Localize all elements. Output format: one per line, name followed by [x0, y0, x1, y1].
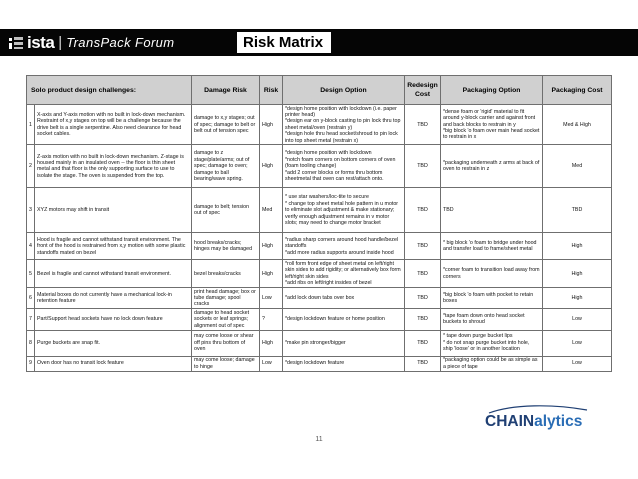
row-number: 3	[27, 188, 35, 233]
cell-challenge: X-axis and Y-axis motion with no built in lock-down mechanism. Restraint of x,y stages on top will be a challenge because the drive belt is a single serpentine. Also need clearance for head socket cables.	[35, 105, 192, 145]
column-header-challenge: Solo product design challenges:	[27, 76, 192, 105]
cell-risk: High	[260, 145, 283, 188]
cell-risk: High	[260, 233, 283, 260]
cell-packaging-option: TBD	[441, 188, 543, 233]
logo-swoosh-icon	[489, 406, 587, 413]
column-header-packaging-cost: Packaging Cost	[543, 76, 612, 105]
cell-challenge: Bezel is fragile and cannot withstand transit environment.	[35, 260, 192, 288]
cell-risk: High	[260, 105, 283, 145]
cell-risk: High	[260, 330, 283, 356]
cell-packaging-cost: Low	[543, 330, 612, 356]
column-header-risk: Risk	[260, 76, 283, 105]
cell-design-option: * use star washers/loc-tite to secure * change top sheet metal hole pattern in u motor to eliminate slot adjustment & make stationary; verify enough adjustment remains in v motor slots; may need to change motor bracket	[283, 188, 405, 233]
ista-logo-mark-icon	[8, 36, 24, 50]
cell-packaging-cost: High	[543, 260, 612, 288]
column-header-damage-risk: Damage Risk	[192, 76, 260, 105]
page-number: 11	[315, 436, 323, 443]
risk-matrix-table	[26, 75, 612, 372]
column-header-packaging-option: Packaging Option	[441, 76, 543, 105]
cell-design-option: *add lock down tabs over box	[283, 288, 405, 309]
header-banner	[0, 29, 638, 56]
cell-risk: Low	[260, 356, 283, 371]
cell-redesign-cost: TBD	[405, 260, 441, 288]
cell-packaging-cost: Med	[543, 145, 612, 188]
cell-challenge: Purge buckets are snap fit.	[35, 330, 192, 356]
table-row	[27, 145, 612, 188]
cell-redesign-cost: TBD	[405, 330, 441, 356]
logo-alytics-text: alytics	[534, 413, 583, 430]
cell-design-option: *make pin stronger/bigger	[283, 330, 405, 356]
cell-packaging-option: * tape down purge bucket lips * do not snap purge bucket into hole, ship 'loose' or in another location	[441, 330, 543, 356]
cell-redesign-cost: TBD	[405, 105, 441, 145]
table-row	[27, 309, 612, 330]
cell-challenge: Material boxes do not currently have a mechanical lock-in retention feature	[35, 288, 192, 309]
cell-packaging-option: *packaging underneath z arms at back of oven to restrain in z	[441, 145, 543, 188]
table-row	[27, 356, 612, 371]
logo-event-name: TransPack Forum	[66, 35, 175, 50]
cell-redesign-cost: TBD	[405, 145, 441, 188]
cell-redesign-cost: TBD	[405, 233, 441, 260]
cell-risk: Med	[260, 188, 283, 233]
cell-redesign-cost: TBD	[405, 188, 441, 233]
cell-redesign-cost: TBD	[405, 356, 441, 371]
svg-text:CHAINalytics	[485, 413, 582, 430]
table-row	[27, 260, 612, 288]
column-header-redesign-cost: Redesign Cost	[405, 76, 441, 105]
cell-challenge: Part/Support head sockets have no lock down feature	[35, 309, 192, 330]
cell-challenge: Hood is fragile and cannot withstand transit environment. The front of the hood is restrained from x,y motion with some plastic standoffs mated on bezel	[35, 233, 192, 260]
cell-damage-risk: damage to belt; tension out of spec	[192, 188, 260, 233]
row-number: 2	[27, 145, 35, 188]
cell-packaging-cost: High	[543, 233, 612, 260]
table-row	[27, 288, 612, 309]
cell-packaging-cost: TBD	[543, 188, 612, 233]
logo-separator: |	[58, 34, 63, 51]
column-header-design-option: Design Option	[283, 76, 405, 105]
table-header-row	[27, 76, 612, 105]
logo-chain-text: CHAIN	[485, 413, 535, 430]
cell-packaging-cost: Low	[543, 309, 612, 330]
cell-design-option: *design lockdown feature or home position	[283, 309, 405, 330]
cell-damage-risk: hood breaks/cracks; hinges may be damaged	[192, 233, 260, 260]
cell-packaging-option: *corner foam to transition load away from corners	[441, 260, 543, 288]
cell-risk: High	[260, 260, 283, 288]
ista-logo	[8, 32, 175, 53]
cell-design-option: *design home position with lockdown *notch foam corners on bottom corners of oven (foam tooling change) *add 2 corner blocks or forms thru bottom sheetmetal that oven can rest/attach onto.	[283, 145, 405, 188]
logo-ista-text: ista	[27, 32, 55, 52]
cell-risk: ?	[260, 309, 283, 330]
row-number: 4	[27, 233, 35, 260]
cell-challenge: XYZ motors may shift in transit	[35, 188, 192, 233]
cell-packaging-option: *big block 'o foam with pocket to retain boxes	[441, 288, 543, 309]
cell-design-option: *roll form front edge of sheet metal on left/right skin sides to add rigidity; or alternatively box form left/right skin sides *add ribs on left/right insides of bezel	[283, 260, 405, 288]
cell-challenge: Z-axis motion with no built in lock-down mechanism. Z-stage is housed mainly in an insulated oven -- the floor is thin sheet metal and that floor is the only supporting surface to use to isolate the stage. The oven is suspended from the top.	[35, 145, 192, 188]
chainalytics-logo	[483, 403, 593, 431]
table-body	[27, 105, 612, 372]
cell-damage-risk: may come loose or shear off pins thru bottom of oven	[192, 330, 260, 356]
cell-design-option: *design home position with lockdown (i.e. paper printer head) *design ear on y-block casting to pin lock thru top sheet metal/oven (restrain y) *design hole thru head socket/shroud to pin lock into top sheet metal (restrain x)	[283, 105, 405, 145]
cell-damage-risk: damage to z stage/plate/arms; out of spec; damage to oven; damage to ball bearing/wave spring.	[192, 145, 260, 188]
cell-challenge: Oven door has no transit lock feature	[35, 356, 192, 371]
cell-damage-risk: damage to head socket sockets or leaf springs; alignment out of spec	[192, 309, 260, 330]
cell-packaging-cost: Med & High	[543, 105, 612, 145]
cell-packaging-option: *packaging option could be as simple as a piece of tape	[441, 356, 543, 371]
cell-design-option: *design lockdown feature	[283, 356, 405, 371]
table-row	[27, 330, 612, 356]
cell-packaging-option: *dense foam or 'rigid' material to fit around y-block carrier and against front and back blocks to restrain in y *big block 'o foam over main head socket to restrain in x	[441, 105, 543, 145]
cell-design-option: *radius sharp corners around hood handle/bezel standoffs *add more radius supports around inside hood	[283, 233, 405, 260]
row-number: 8	[27, 330, 35, 356]
table-row	[27, 188, 612, 233]
page-title: Risk Matrix	[237, 32, 331, 53]
cell-damage-risk: bezel breaks/cracks	[192, 260, 260, 288]
row-number: 6	[27, 288, 35, 309]
row-number: 7	[27, 309, 35, 330]
cell-damage-risk: print head damage; box or tube damage; spool cracks	[192, 288, 260, 309]
cell-packaging-option: *tape foam down onto head socket buckets to shroud	[441, 309, 543, 330]
cell-damage-risk: damage to x,y stages; out of spec; damage to belt or belt out of tension spec	[192, 105, 260, 145]
table-row	[27, 105, 612, 145]
cell-packaging-option: * big block 'o foam to bridge under hood and transfer load to frame/sheet metal	[441, 233, 543, 260]
cell-damage-risk: may come loose; damage to hinge	[192, 356, 260, 371]
row-number: 9	[27, 356, 35, 371]
cell-redesign-cost: TBD	[405, 309, 441, 330]
cell-redesign-cost: TBD	[405, 288, 441, 309]
cell-packaging-cost: High	[543, 288, 612, 309]
row-number: 5	[27, 260, 35, 288]
row-number: 1	[27, 105, 35, 145]
cell-risk: Low	[260, 288, 283, 309]
table-row	[27, 233, 612, 260]
cell-packaging-cost: Low	[543, 356, 612, 371]
